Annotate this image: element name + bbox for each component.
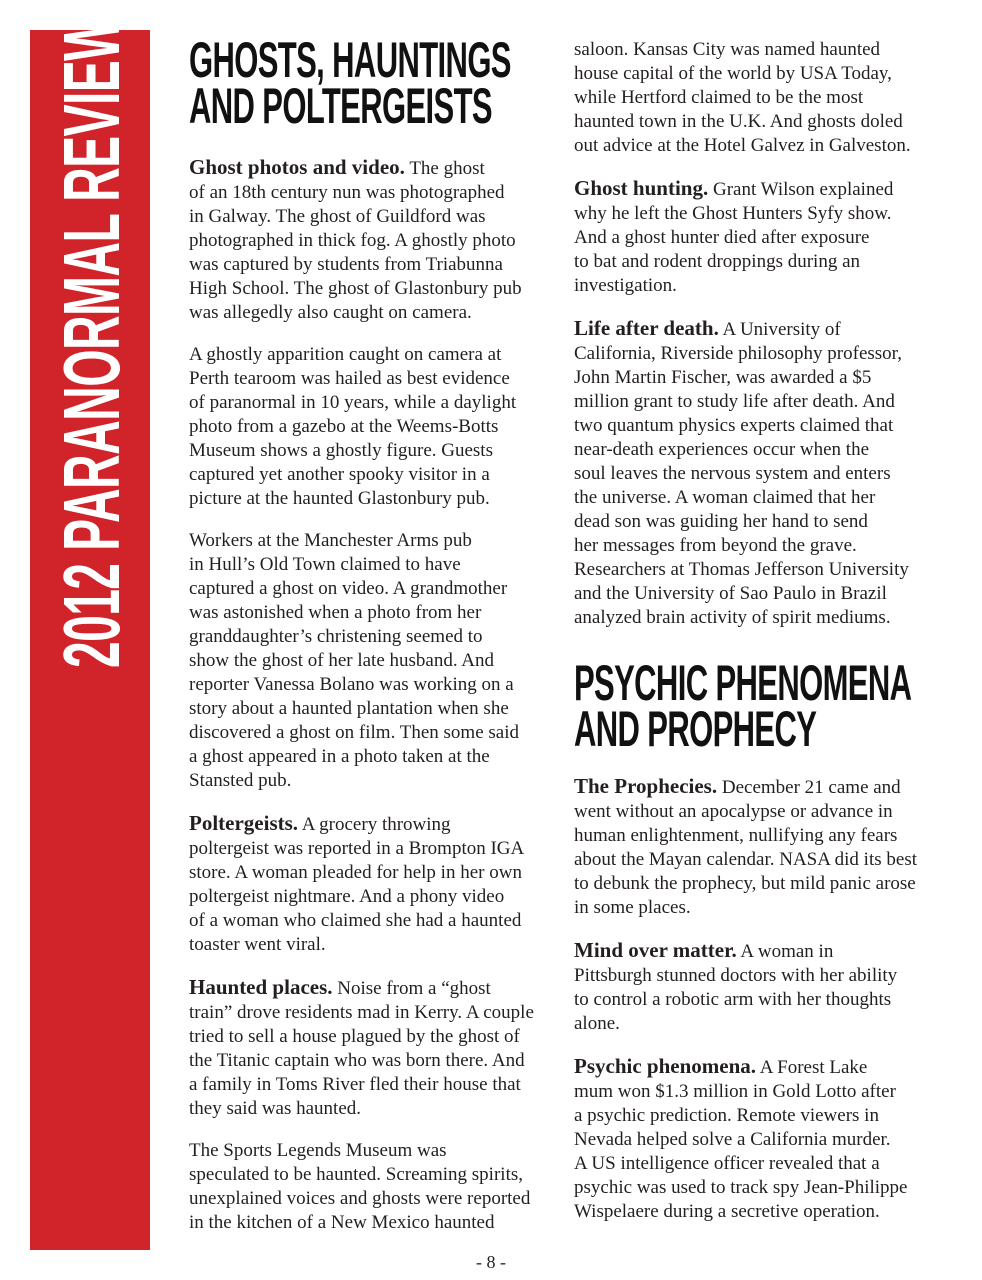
line-text: Perth tearoom was hailed as best evidence: [189, 368, 510, 389]
line-text: out advice at the Hotel Galvez in Galveston.: [574, 135, 911, 156]
text-line: [189, 205, 559, 229]
paragraph-lead: The Prophecies.: [574, 774, 718, 798]
line-text: soul leaves the nervous system and enters: [574, 463, 891, 484]
text-line: [574, 1128, 964, 1152]
line-text: of a woman who claimed she had a haunted: [189, 910, 522, 931]
line-text: December 21 came and: [717, 777, 901, 798]
text-line: [574, 1200, 964, 1224]
line-text: the Titanic captain who was born there. And: [189, 1050, 525, 1071]
paragraph-lead: Ghost hunting.: [574, 176, 709, 200]
text-line: [189, 1097, 559, 1121]
line-text: poltergeist was reported in a Brompton IGA: [189, 838, 525, 859]
left-paragraphs: [189, 155, 559, 1235]
paragraph: [574, 1054, 964, 1224]
text-line: [189, 1211, 559, 1235]
text-line: [574, 510, 964, 534]
paragraph-lead: Psychic phenomena.: [574, 1054, 757, 1078]
text-line: [574, 774, 964, 800]
heading-line: AND POLTERGEISTS: [189, 78, 492, 134]
line-text: in some places.: [574, 897, 691, 918]
text-line: [189, 769, 559, 793]
paragraph-lead: Haunted places.: [189, 975, 333, 999]
text-line: [189, 885, 559, 909]
line-text: The ghost: [404, 158, 485, 179]
text-line: [189, 181, 559, 205]
line-text: And a ghost hunter died after exposure: [574, 227, 870, 248]
text-line: [189, 253, 559, 277]
text-line: [574, 534, 964, 558]
text-line: [189, 1001, 559, 1025]
line-text: photo from a gazebo at the Weems-Botts: [189, 416, 499, 437]
text-line: [189, 301, 559, 325]
text-line: [574, 366, 964, 390]
heading-line: PSYCHIC PHENOMENA: [574, 655, 912, 711]
text-line: [574, 988, 964, 1012]
text-line: [574, 414, 964, 438]
line-text: Nevada helped solve a California murder.: [574, 1129, 891, 1150]
text-line: [574, 1054, 964, 1080]
text-line: [189, 1187, 559, 1211]
line-text: human enlightenment, nullifying any fears: [574, 825, 898, 846]
text-line: [574, 1012, 964, 1036]
text-line: [574, 38, 964, 62]
text-line: [189, 837, 559, 861]
line-text: poltergeist nightmare. And a phony video: [189, 886, 505, 907]
line-text: tried to sell a house plagued by the ghost of: [189, 1026, 520, 1047]
line-text: in the kitchen of a New Mexico haunted: [189, 1212, 495, 1233]
line-text: A ghostly apparition caught on camera at: [189, 344, 502, 365]
line-text: investigation.: [574, 275, 677, 296]
line-text: Researchers at Thomas Jefferson University: [574, 559, 909, 580]
text-line: [189, 391, 559, 415]
paragraph: [189, 343, 559, 511]
text-line: [189, 577, 559, 601]
line-text: Noise from a “ghost: [332, 978, 491, 999]
line-text: the universe. A woman claimed that her: [574, 487, 876, 508]
paragraph-lead: Poltergeists.: [189, 811, 299, 835]
line-text: A grocery throwing: [298, 814, 451, 835]
line-text: two quantum physics experts claimed that: [574, 415, 894, 436]
section-heading-ghosts: [189, 32, 559, 134]
text-line: [574, 438, 964, 462]
line-text: The Sports Legends Museum was: [189, 1140, 447, 1161]
text-line: [574, 62, 964, 86]
line-text: Grant Wilson explained: [708, 179, 894, 200]
text-line: [189, 463, 559, 487]
paragraph: [189, 1139, 559, 1235]
text-line: [189, 1139, 559, 1163]
line-text: captured a ghost on video. A grandmother: [189, 578, 508, 599]
text-line: [574, 86, 964, 110]
line-text: of an 18th century nun was photographed: [189, 182, 505, 203]
line-text: California, Riverside philosophy professor,: [574, 343, 902, 364]
line-text: haunted town in the U.K. And ghosts doled: [574, 111, 903, 132]
text-line: [574, 964, 964, 988]
right-column: [574, 0, 964, 1242]
text-line: [574, 800, 964, 824]
line-text: they said was haunted.: [189, 1098, 362, 1119]
text-line: [189, 697, 559, 721]
text-line: [189, 155, 559, 181]
paragraph: [189, 155, 559, 325]
line-text: speculated to be haunted. Screaming spirits,: [189, 1164, 523, 1185]
text-line: [189, 415, 559, 439]
paragraph: [574, 316, 964, 630]
line-text: about the Mayan calendar. NASA did its best: [574, 849, 917, 870]
text-line: [574, 486, 964, 510]
line-text: was captured by students from Triabunna: [189, 254, 503, 275]
line-text: show the ghost of her late husband. And: [189, 650, 495, 671]
line-text: a ghost appeared in a photo taken at the: [189, 746, 490, 767]
paragraph: [574, 38, 964, 158]
text-line: [574, 606, 964, 630]
line-text: of paranormal in 10 years, while a daylight: [189, 392, 517, 413]
line-text: while Hertford claimed to be the most: [574, 87, 864, 108]
page-number: [0, 1252, 982, 1273]
text-line: [189, 933, 559, 957]
line-text: toaster went viral.: [189, 934, 326, 955]
page-number-text: - 8 -: [476, 1252, 506, 1272]
text-line: [574, 390, 964, 414]
line-text: High School. The ghost of Glastonbury pub: [189, 278, 522, 299]
line-text: house capital of the world by USA Today,: [574, 63, 892, 84]
text-line: [189, 745, 559, 769]
text-line: [189, 975, 559, 1001]
sidebar-title-text: 2012 PARANORMAL REVIEW: [47, 16, 136, 668]
line-text: A woman in: [736, 941, 834, 962]
line-text: Wispelaere during a secretive operation.: [574, 1201, 880, 1222]
text-line: [189, 721, 559, 745]
text-line: [189, 529, 559, 553]
line-text: in Hull’s Old Town claimed to have: [189, 554, 461, 575]
line-text: discovered a ghost on film. Then some said: [189, 722, 519, 743]
text-line: [574, 274, 964, 298]
text-line: [189, 601, 559, 625]
line-text: captured yet another spooky visitor in a: [189, 464, 490, 485]
line-text: reporter Vanessa Bolano was working on a: [189, 674, 514, 695]
line-text: to bat and rodent droppings during an: [574, 251, 861, 272]
text-line: [189, 1163, 559, 1187]
section-heading-psychic: [574, 655, 964, 757]
text-line: [574, 176, 964, 202]
line-text: Museum shows a ghostly figure. Guests: [189, 440, 493, 461]
heading-line: AND PROPHECY: [574, 701, 817, 757]
text-line: [574, 938, 964, 964]
paragraph: [189, 529, 559, 793]
text-line: [574, 316, 964, 342]
line-text: saloon. Kansas City was named haunted: [574, 39, 881, 60]
text-line: [574, 824, 964, 848]
line-text: why he left the Ghost Hunters Syfy show.: [574, 203, 892, 224]
line-text: unexplained voices and ghosts were reported: [189, 1188, 531, 1209]
text-line: [574, 582, 964, 606]
text-line: [189, 909, 559, 933]
line-text: went without an apocalypse or advance in: [574, 801, 893, 822]
line-text: was allegedly also caught on camera.: [189, 302, 472, 323]
line-text: a psychic prediction. Remote viewers in: [574, 1105, 879, 1126]
text-line: [574, 1152, 964, 1176]
text-line: [189, 625, 559, 649]
text-line: [574, 896, 964, 920]
text-line: [189, 553, 559, 577]
text-line: [189, 649, 559, 673]
line-text: psychic was used to track spy Jean-Philippe: [574, 1177, 908, 1198]
line-text: Workers at the Manchester Arms pub: [189, 530, 472, 551]
line-text: analyzed brain activity of spirit mediums.: [574, 607, 891, 628]
text-line: [189, 673, 559, 697]
line-text: Pittsburgh stunned doctors with her ability: [574, 965, 898, 986]
right-paragraphs-bottom: [574, 774, 964, 1224]
text-line: [574, 1080, 964, 1104]
line-text: near-death experiences occur when the: [574, 439, 870, 460]
line-text: was astonished when a photo from her: [189, 602, 482, 623]
text-line: [189, 343, 559, 367]
line-text: train” drove residents mad in Kerry. A couple: [189, 1002, 534, 1023]
paragraph-lead: Mind over matter.: [574, 938, 737, 962]
paragraph-lead: Ghost photos and video.: [189, 155, 405, 179]
text-line: [189, 367, 559, 391]
line-text: in Galway. The ghost of Guildford was: [189, 206, 486, 227]
text-line: [574, 558, 964, 582]
text-line: [574, 872, 964, 896]
text-line: [189, 1025, 559, 1049]
text-line: [189, 487, 559, 511]
text-line: [189, 277, 559, 301]
text-line: [574, 342, 964, 366]
text-line: [189, 1049, 559, 1073]
text-line: [574, 462, 964, 486]
paragraph: [574, 176, 964, 298]
line-text: a family in Toms River fled their house that: [189, 1074, 521, 1095]
paragraph: [189, 975, 559, 1121]
text-line: [189, 439, 559, 463]
text-line: [189, 229, 559, 253]
text-line: [189, 861, 559, 885]
heading-line: GHOSTS, HAUNTINGS: [189, 32, 511, 88]
line-text: A University of: [718, 319, 841, 340]
paragraph-lead: Life after death.: [574, 316, 719, 340]
paragraph: [574, 938, 964, 1036]
line-text: A US intelligence officer revealed that a: [574, 1153, 880, 1174]
paragraph: [574, 774, 964, 920]
text-line: [189, 1073, 559, 1097]
line-text: million grant to study life after death. And: [574, 391, 895, 412]
line-text: story about a haunted plantation when she: [189, 698, 509, 719]
line-text: granddaughter’s christening seemed to: [189, 626, 483, 647]
line-text: John Martin Fischer, was awarded a $5: [574, 367, 872, 388]
line-text: Stansted pub.: [189, 770, 292, 791]
right-paragraphs-top: [574, 38, 964, 630]
line-text: store. A woman pleaded for help in her own: [189, 862, 522, 883]
line-text: her messages from beyond the grave.: [574, 535, 857, 556]
line-text: to debunk the prophecy, but mild panic arose: [574, 873, 916, 894]
text-line: [574, 1176, 964, 1200]
text-line: [189, 811, 559, 837]
line-text: mum won $1.3 million in Gold Lotto after: [574, 1081, 896, 1102]
line-text: A Forest Lake: [756, 1057, 868, 1078]
text-line: [574, 1104, 964, 1128]
text-line: [574, 226, 964, 250]
text-line: [574, 202, 964, 226]
line-text: alone.: [574, 1013, 620, 1034]
line-text: and the University of Sao Paulo in Brazil: [574, 583, 887, 604]
line-text: photographed in thick fog. A ghostly photo: [189, 230, 516, 251]
paragraph: [189, 811, 559, 957]
text-line: [574, 250, 964, 274]
line-text: dead son was guiding her hand to send: [574, 511, 868, 532]
text-line: [574, 134, 964, 158]
sidebar-title: [47, 0, 136, 668]
line-text: to control a robotic arm with her thoughts: [574, 989, 892, 1010]
text-line: [574, 848, 964, 872]
text-line: [574, 110, 964, 134]
line-text: picture at the haunted Glastonbury pub.: [189, 488, 490, 509]
left-column: [189, 0, 559, 1253]
